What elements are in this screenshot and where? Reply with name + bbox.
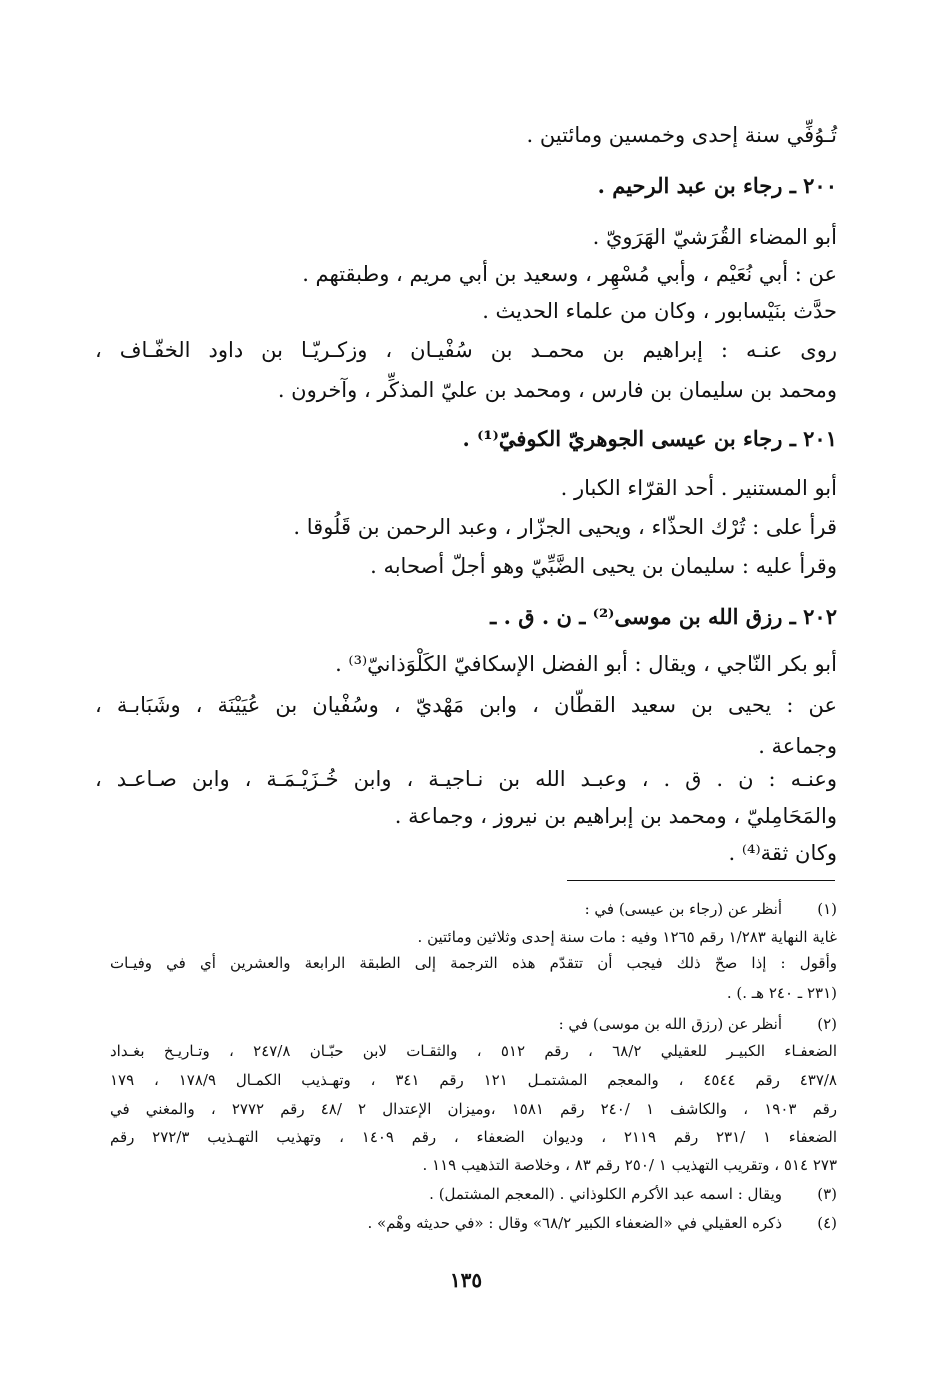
footnote-line: الضعفاء ١ /٢٣١ رقم ٢١١٩ ، وديوان الضعفاء ، رقم ١٤٠٩ ، وتهذيب التهـذيب ٢٧٢/٣ رقم bbox=[110, 1128, 837, 1146]
text-line: أبو بكر النّاجي ، ويقال : أبو الفضل الإسكافيّ الكَلْوَذانيّ⁽³⁾ . bbox=[335, 652, 837, 676]
entry-heading-202: ٢٠٢ ـ رزق الله بن موسى⁽²⁾ ـ ن . ق . ـ bbox=[490, 604, 837, 629]
text-line: وعنـه : ن . ق . ، وعبـد الله بن نـاجيـة ، وابن خُـزَيْـمَـة ، وابن صـاعـد ، bbox=[95, 767, 837, 791]
footnote-line: أنظر عن (رجاء بن عيسى) في : bbox=[584, 900, 782, 918]
text-line: أبو المضاء القُرَشيّ الهَرَويّ . bbox=[592, 225, 837, 249]
footnote-line: وأقول : إذا صحّ ذلك فيجب أن تتقدّم هذه الترجمة إلى الطبقة الرابعة والعشرين أي في وفيـات bbox=[110, 954, 837, 972]
footnote-line: ويقال : اسمه عبد الأكرم الكلوذاني . (المعجم المشتمل) . bbox=[429, 1185, 782, 1203]
footnote-line: ذكره العقيلي في «الضعفاء الكبير ٦٨/٢» وقال : «في حديثه وهْم» . bbox=[367, 1214, 782, 1232]
footnote-number: (٣) bbox=[817, 1185, 837, 1203]
footnote-line: الضعفـاء الكبيـر للعقيلي ٦٨/٢ ، رقم ٥١٢ ، والثقـات لابن حبّـان ٢٤٧/٨ ، وتـاريـخ بغـداد bbox=[110, 1042, 837, 1060]
text-line: ومحمد بن سليمان بن فارس ، ومحمد بن عليّ المذكِّر ، وآخرون . bbox=[277, 378, 837, 402]
text-line: أبو المستنير . أحد القرّاء الكبار . bbox=[560, 476, 837, 500]
footnote-separator bbox=[567, 880, 835, 881]
footnote-number: (٤) bbox=[817, 1214, 837, 1232]
text-line: تُـوُفِّي سنة إحدى وخمسين ومائتين . bbox=[526, 123, 837, 147]
footnote-line: ٢٧٣ ٥١٤ ، وتقريب التهذيب ١ /٢٥٠ رقم ٨٣ ، وخلاصة التذهيب ١١٩ . bbox=[422, 1156, 837, 1174]
footnote-number: (١) bbox=[817, 900, 837, 918]
text-line: وقرأ عليه : سليمان بن يحيى الضَّبِّيّ وهو أجلّ أصحابه . bbox=[370, 554, 837, 578]
footnote-number: (٢) bbox=[817, 1015, 837, 1033]
entry-heading-200: ٢٠٠ ـ رجاء بن عبد الرحيم . bbox=[597, 173, 837, 198]
text-line: عن : يحيى بن سعيد القطّان ، وابن مَهْديّ ، وسُفْيان بن عُيَيْنَة ، وشَبَابـة ، bbox=[95, 693, 837, 717]
text-line: روى عنـه : إبراهيم بن محمـد بن سُفْيـان ، وزكـريّـا بن داود الخفّـاف ، bbox=[95, 338, 837, 362]
page-number: ١٣٥ bbox=[449, 1268, 483, 1292]
entry-heading-201: ٢٠١ ـ رجاء بن عيسى الجوهريّ الكوفيّ⁽¹⁾ . bbox=[462, 426, 837, 451]
text-line: وكان ثقة⁽⁴⁾ . bbox=[728, 841, 837, 865]
footnote-line: (٢٣١ ـ ٢٤٠ هـ .) . bbox=[726, 984, 837, 1002]
footnote-line: ٤٣٧/٨ رقم ٤٥٤٤ ، والمعجم المشتمـل ١٢١ رقم ٣٤١ ، وتهـذيب الكمـال ١٧٨/٩ ، ١٧٩ bbox=[110, 1071, 837, 1089]
text-line: حدَّث بنَيْسابور ، وكان من علماء الحديث . bbox=[482, 299, 837, 323]
text-line: وجماعة . bbox=[758, 734, 837, 758]
footnote-line: أنظر عن (رزق الله بن موسى) في : bbox=[558, 1015, 782, 1033]
footnote-line: رقم ١٩٠٣ ، والكاشف ١ /٢٤٠ رقم ١٥٨١ ،وميزان الإعتدال ٢ /٤٨ رقم ٢٧٧٢ ، والمغني في bbox=[110, 1100, 837, 1118]
footnote-line: غاية النهاية ١/٢٨٣ رقم ١٢٦٥ وفيه : مات سنة إحدى وثلاثين ومائتين . bbox=[417, 928, 837, 946]
text-line: قرأ على : تُرْك الحذّاء ، ويحيى الجزّار ، وعبد الرحمن بن قَلُوقا . bbox=[293, 515, 837, 539]
text-line: والمَحَامِليّ ، ومحمد بن إبراهيم بن نيروز ، وجماعة . bbox=[394, 804, 837, 828]
text-line: عن : أبي نُعَيْم ، وأبي مُسْهِر ، وسعيد بن أبي مريم ، وطبقتهم . bbox=[302, 262, 837, 286]
